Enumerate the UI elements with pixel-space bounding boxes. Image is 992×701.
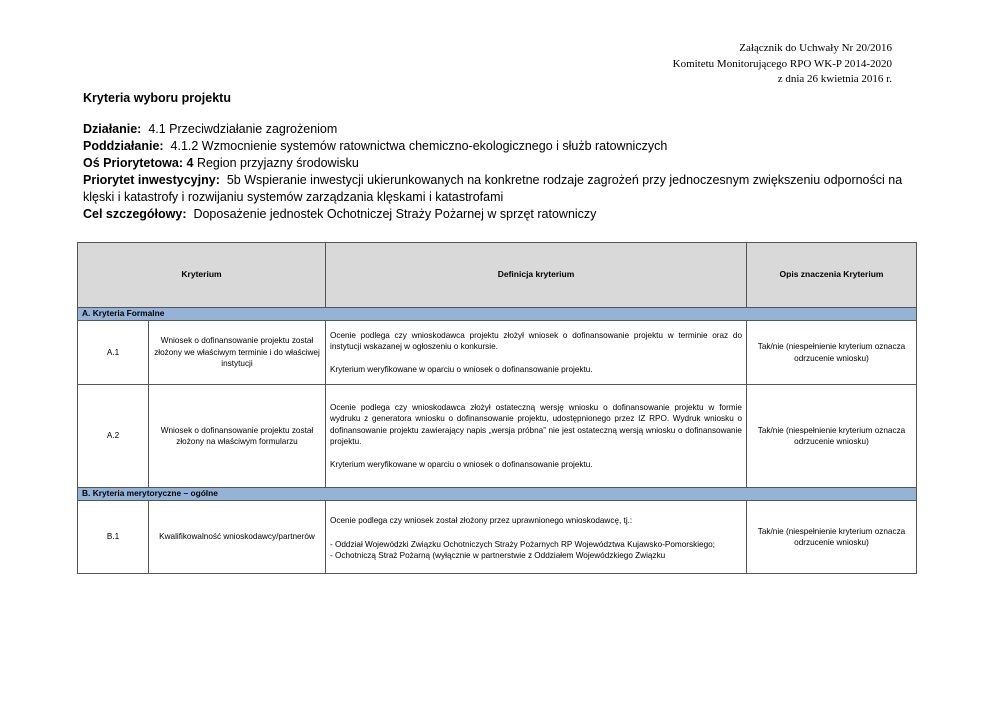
meta-dzialanie — [83, 121, 913, 138]
meta-cel — [83, 206, 913, 223]
meta-cel-label: Cel szczegółowy: — [83, 207, 187, 221]
meta-os-value: Region przyjazny środowisku — [196, 156, 359, 170]
meta-priorytet — [83, 172, 913, 206]
definition-paragraph: Kryterium weryfikowane w oparciu o wniosek o dofinansowanie projektu. — [330, 364, 593, 374]
meta-poddzialanie-label: Poddziałanie: — [83, 139, 164, 153]
definition-intro: Ocenie podlega czy wniosek został złożony przez uprawnionego wnioskodawcę, tj.: — [330, 516, 633, 525]
criterion-significance: Tak/nie (niespełnienie kryterium oznacza odrzucenie wniosku) — [747, 501, 917, 574]
meta-dzialanie-value: 4.1 Przeciwdziałanie zagrożeniom — [148, 122, 338, 136]
header-definicja: Definicja kryterium — [326, 243, 747, 308]
criterion-name: Kwalifikowalność wnioskodawcy/partnerów — [149, 501, 326, 574]
meta-dzialanie-label: Działanie: — [83, 122, 142, 136]
section-a-title: A. Kryteria Formalne — [78, 308, 917, 321]
criteria-table — [77, 242, 917, 574]
criterion-name: Wniosek o dofinansowanie projektu został złożony we właściwym terminie i do właściwej instytucji — [149, 321, 326, 385]
criterion-significance: Tak/nie (niespełnienie kryterium oznacza odrzucenie wniosku) — [747, 385, 917, 488]
header-kryterium: Kryterium — [78, 243, 326, 308]
criterion-id: A.2 — [78, 385, 149, 488]
table-row — [78, 501, 917, 574]
definition-paragraph: Kryterium weryfikowane w oparciu o wniosek o dofinansowanie projektu. — [330, 459, 593, 469]
table-row — [78, 385, 917, 488]
section-b-title: B. Kryteria merytoryczne – ogólne — [78, 488, 917, 501]
criterion-name: Wniosek o dofinansowanie projektu został złożony na właściwym formularzu — [149, 385, 326, 488]
criterion-definition — [326, 321, 747, 385]
meta-cel-value: Doposażenie jednostek Ochotniczej Straży Pożarnej w sprzęt ratowniczy — [193, 207, 597, 221]
table-row — [78, 321, 917, 385]
meta-os-label: Oś Priorytetowa: 4 — [83, 156, 194, 170]
criterion-significance: Tak/nie (niespełnienie kryterium oznacza odrzucenie wniosku) — [747, 321, 917, 385]
annex-line-3: z dnia 26 kwietnia 2016 r. — [777, 73, 892, 85]
table-header-row — [78, 243, 917, 308]
annex-line-1: Załącznik do Uchwały Nr 20/2016 — [739, 42, 892, 54]
project-metadata — [83, 121, 913, 223]
section-row-b — [78, 488, 917, 501]
meta-os — [83, 155, 913, 172]
definition-paragraph: Ocenie podlega czy wnioskodawca złożył ostateczną wersję wniosku o dofinansowanie projektu w formie wydruku z generatora wniosku o dofinansowanie projektu, udostępnionego przez IZ RPO. Wydruk wniosku o dofinansowanie projektu zawierający napis „wersja próbna” nie jest ostateczną wersją wniosku o dofinansowanie projektu. — [330, 402, 742, 447]
annex-header — [673, 41, 892, 88]
meta-priorytet-label: Priorytet inwestycyjny: — [83, 173, 220, 187]
definition-paragraph: Ocenie podlega czy wnioskodawca projektu złożył wniosek o dofinansowanie projektu w terminie oraz do instytucji wskazanej w ogłoszeniu o konkursie. — [330, 330, 742, 352]
meta-poddzialanie-value: 4.1.2 Wzmocnienie systemów ratownictwa chemiczno-ekologicznego i służb ratowniczych — [170, 139, 668, 153]
criterion-id: B.1 — [78, 501, 149, 574]
header-opis: Opis znaczenia Kryterium — [747, 243, 917, 308]
criterion-definition — [326, 501, 747, 574]
meta-priorytet-value: 5b Wspieranie inwestycji ukierunkowanych na konkretne rodzaje zagrożeń przy jednoczesnym zwiększeniu odporności na klęski i katastrofy i rozwijaniu systemów zarządzania klęskami i katastrofami — [83, 173, 903, 204]
definition-bullet: - Oddział Wojewódzki Związku Ochotniczych Straży Pożarnych RP Województwa Kujawsko-Pomorskiego; — [330, 539, 715, 549]
criterion-definition — [326, 385, 747, 488]
section-row-a — [78, 308, 917, 321]
document-title: Kryteria wyboru projektu — [83, 91, 231, 105]
meta-poddzialanie — [83, 138, 913, 155]
annex-line-2: Komitetu Monitorującego RPO WK-P 2014-2020 — [672, 57, 892, 70]
definition-bullet: - Ochotniczą Straż Pożarną (wyłącznie w partnerstwie z Oddziałem Wojewódzkiego Związku — [330, 551, 666, 560]
criterion-id: A.1 — [78, 321, 149, 385]
